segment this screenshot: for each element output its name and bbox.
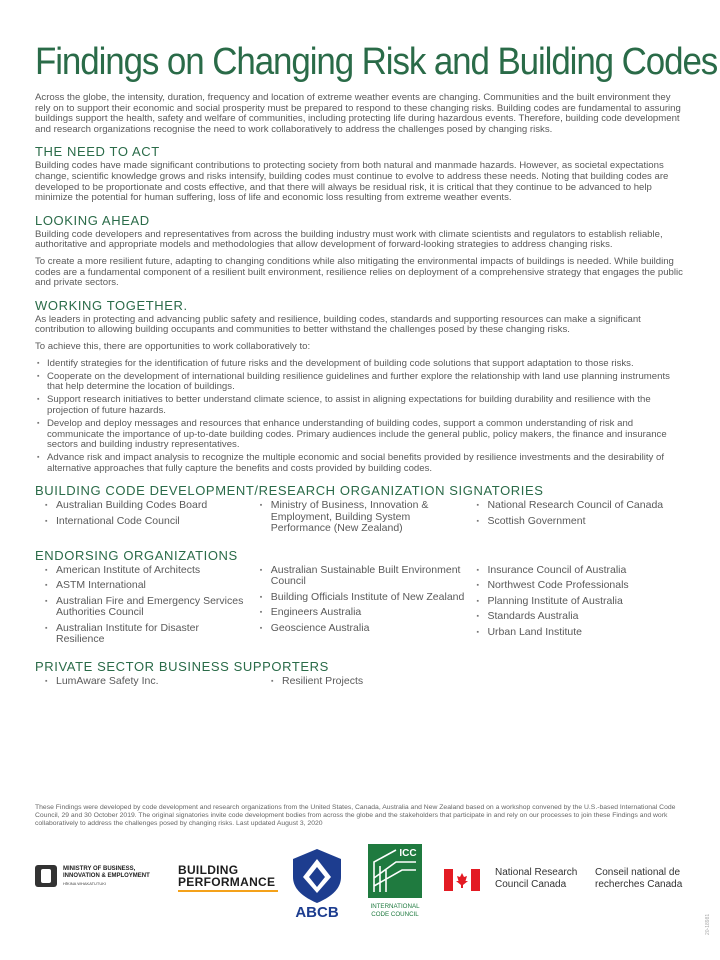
list-item: ▪ Australian Sustainable Built Environment Council <box>260 565 467 588</box>
list-item: ▪ ASTM International <box>45 580 250 592</box>
section-heading-endorsing: ENDORSING ORGANIZATIONS <box>35 547 238 563</box>
signatories-columns <box>35 500 685 539</box>
list-item: ▪ National Research Council of Canada <box>476 500 685 512</box>
building-performance-logo <box>178 864 282 896</box>
endorsing-col-1 <box>35 565 250 650</box>
list-item: ▪ Standards Australia <box>476 611 685 623</box>
list-item: ▪ LumAware Safety Inc. <box>45 676 261 688</box>
private-col-1 <box>35 676 261 692</box>
page-title: Findings on Changing Risk and Building Codes <box>35 41 718 83</box>
intro-paragraph: Across the globe, the intensity, duration, frequency and location of extreme weather events are changing. Communities and the built environment they rely on to support their economic and social prosperity must be prepared to respond to these changing risks. Building codes are fundamental to assuring buildings support the health, safety and welfare of communities, including protecting life during hazardous events. Therefore, building code development and research organizations recognise the need to work collaboratively to address the challenges posed by changing risks. <box>35 92 681 135</box>
list-item: ▪ International Code Council <box>45 516 250 528</box>
icc-bottom-text-1: INTERNATIONAL <box>370 903 420 910</box>
mbie-logo <box>35 865 165 885</box>
list-item: ▪ Urban Land Institute <box>476 627 685 639</box>
nrc-fr-line-1: Conseil national de <box>595 867 681 878</box>
section-heading-private: PRIVATE SECTOR BUSINESS SUPPORTERS <box>35 658 329 674</box>
icc-bottom-text-2: CODE COUNCIL <box>371 911 419 918</box>
signatories-col-1 <box>35 500 250 539</box>
list-item: ▪ Australian Fire and Emergency Services Authorities Council <box>45 596 250 619</box>
icc-emblem-icon <box>366 842 424 920</box>
footer-note: These Findings were developed by code development and research organizations from the United States, Canada, Australia and New Zealand based on a workshop convened by the U.S.-based International Code Council, 29 and 30 October 2019. The original signatories invite code development bodies from across the globe and the stakeholders that participate in and rely on our processes to join these Findings and work collaboratively to address the challenges posed by changing risks. Last updated August 3, 2020 <box>35 804 676 828</box>
icc-logo <box>366 842 424 920</box>
list-item: ▪ Advance risk and impact analysis to recognize the multiple economic and social benefits provided by resilience investments and the desirability of alternative approaches that fully capture the benefits and costs provided by building codes. <box>47 453 685 474</box>
list-item: ▪ Australian Building Codes Board <box>45 500 250 512</box>
nrc-french-name <box>595 867 682 891</box>
together-paragraph-1: As leaders in protecting and advancing public safety and resilience, building codes, standards and supporting resources can make a significant contribution to allowing building occupants and communities to better withstand the challenges posed by these changing risks. <box>35 313 641 336</box>
nrc-fr-line-2: recherches Canada <box>595 879 683 890</box>
endorsing-col-3 <box>466 565 685 650</box>
list-item: ▪ Geoscience Australia <box>260 623 467 635</box>
ahead-paragraph-2: To create a more resilient future, adapting to changing conditions while also mitigating the environmental impacts of buildings is needed. While building codes are a fundamental component of a resilient built environment, resilience relies on deployment of a comprehensive strategy that engages the public and private sectors. <box>35 255 683 289</box>
endorsing-columns <box>35 565 685 650</box>
abcb-shield-icon <box>289 847 345 919</box>
list-item: ▪ Insurance Council of Australia <box>476 565 685 577</box>
document-code: 20-18981 <box>705 913 711 935</box>
mbie-line-3: HĪKINA WHAKATUTUKI <box>63 881 107 886</box>
nz-crest-icon <box>35 865 57 887</box>
signatories-col-3 <box>466 500 685 539</box>
section-heading-together: WORKING TOGETHER. <box>35 297 188 313</box>
list-item: ▪ Identify strategies for the identification of future risks and the development of building code solutions that support adaptation to those risks. <box>47 359 685 370</box>
list-item: ▪ American Institute of Architects <box>45 565 250 577</box>
ahead-paragraph-1: Building code developers and representatives from across the building industry must work with climate scientists and regulators to establish reliable, authoritative and appropriate models and methodologies that allow development of forward-looking strategies to address changing risks. <box>35 228 663 251</box>
list-item: ▪ Support research initiatives to better understand climate science, to assist in aligning expectations for building durability and resilience with the projection of future hazards. <box>47 395 685 416</box>
private-col-2 <box>261 676 489 692</box>
signatories-col-2 <box>250 500 467 539</box>
mbie-line-1: MINISTRY OF BUSINESS, <box>63 866 136 872</box>
bp-line-1: BUILDING <box>178 863 239 877</box>
bp-line-2: PERFORMANCE <box>178 875 276 889</box>
list-item: ▪ Scottish Government <box>476 516 685 528</box>
logo-strip <box>35 845 690 925</box>
together-paragraph-2: To achieve this, there are opportunities to work collaboratively to: <box>35 340 311 352</box>
private-columns <box>35 676 685 692</box>
section-heading-ahead: LOOKING AHEAD <box>35 212 150 228</box>
bp-accent-bar <box>178 890 278 892</box>
section-heading-signatories: BUILDING CODE DEVELOPMENT/RESEARCH ORGANIZATION SIGNATORIES <box>35 483 544 499</box>
list-item: ▪ Australian Institute for Disaster Resilience <box>45 623 250 646</box>
list-item: ▪ Develop and deploy messages and resources that enhance understanding of building codes, support a common understanding of risk and communicate the importance of up-to-date building codes. Primary audiences include the general public, policy makers, the finance and insurance sectors and building industry representatives. <box>47 419 685 451</box>
nrc-english-name <box>495 867 577 891</box>
list-item: ▪ Engineers Australia <box>260 607 467 619</box>
endorsing-col-2 <box>250 565 467 650</box>
abcb-text: ABCB <box>295 904 339 919</box>
canada-flag-icon <box>444 869 480 891</box>
opportunities-list <box>35 359 685 475</box>
list-item: ▪ Building Officials Institute of New Zealand <box>260 592 467 604</box>
icc-top-text: ICC <box>399 848 417 859</box>
abcb-logo <box>289 847 345 919</box>
nrc-en-line-2: Council Canada <box>495 879 567 890</box>
need-paragraph: Building codes have made significant contributions to protecting society from both natural and manmade hazards. However, as societal expectations change, scientific knowledge grows and risks intensify, building codes must continue to evolve to address these needs. Noting that building codes are developed to be proportionate and costs effective, and that there will always be residual risk, it is critical that they continue to be advanced to help minimize the potential for human suffering, loss of life and economic loss resulting from extreme weather events. <box>35 160 669 204</box>
main-content <box>35 93 685 693</box>
list-item: ▪ Resilient Projects <box>271 676 489 688</box>
list-item: ▪ Northwest Code Professionals <box>476 580 685 592</box>
list-item: ▪ Planning Institute of Australia <box>476 596 685 608</box>
list-item: ▪ Ministry of Business, Innovation & Employment, Building System Performance (New Zealand) <box>260 500 467 535</box>
section-heading-need: THE NEED TO ACT <box>35 144 160 160</box>
mbie-line-2: INNOVATION & EMPLOYMENT <box>63 873 150 879</box>
list-item: ▪ Cooperate on the development of international building resilience guidelines and further explore the relationship with land use planning instruments that help determine the location of buildings. <box>47 372 685 393</box>
nrc-en-line-1: National Research <box>495 867 578 878</box>
